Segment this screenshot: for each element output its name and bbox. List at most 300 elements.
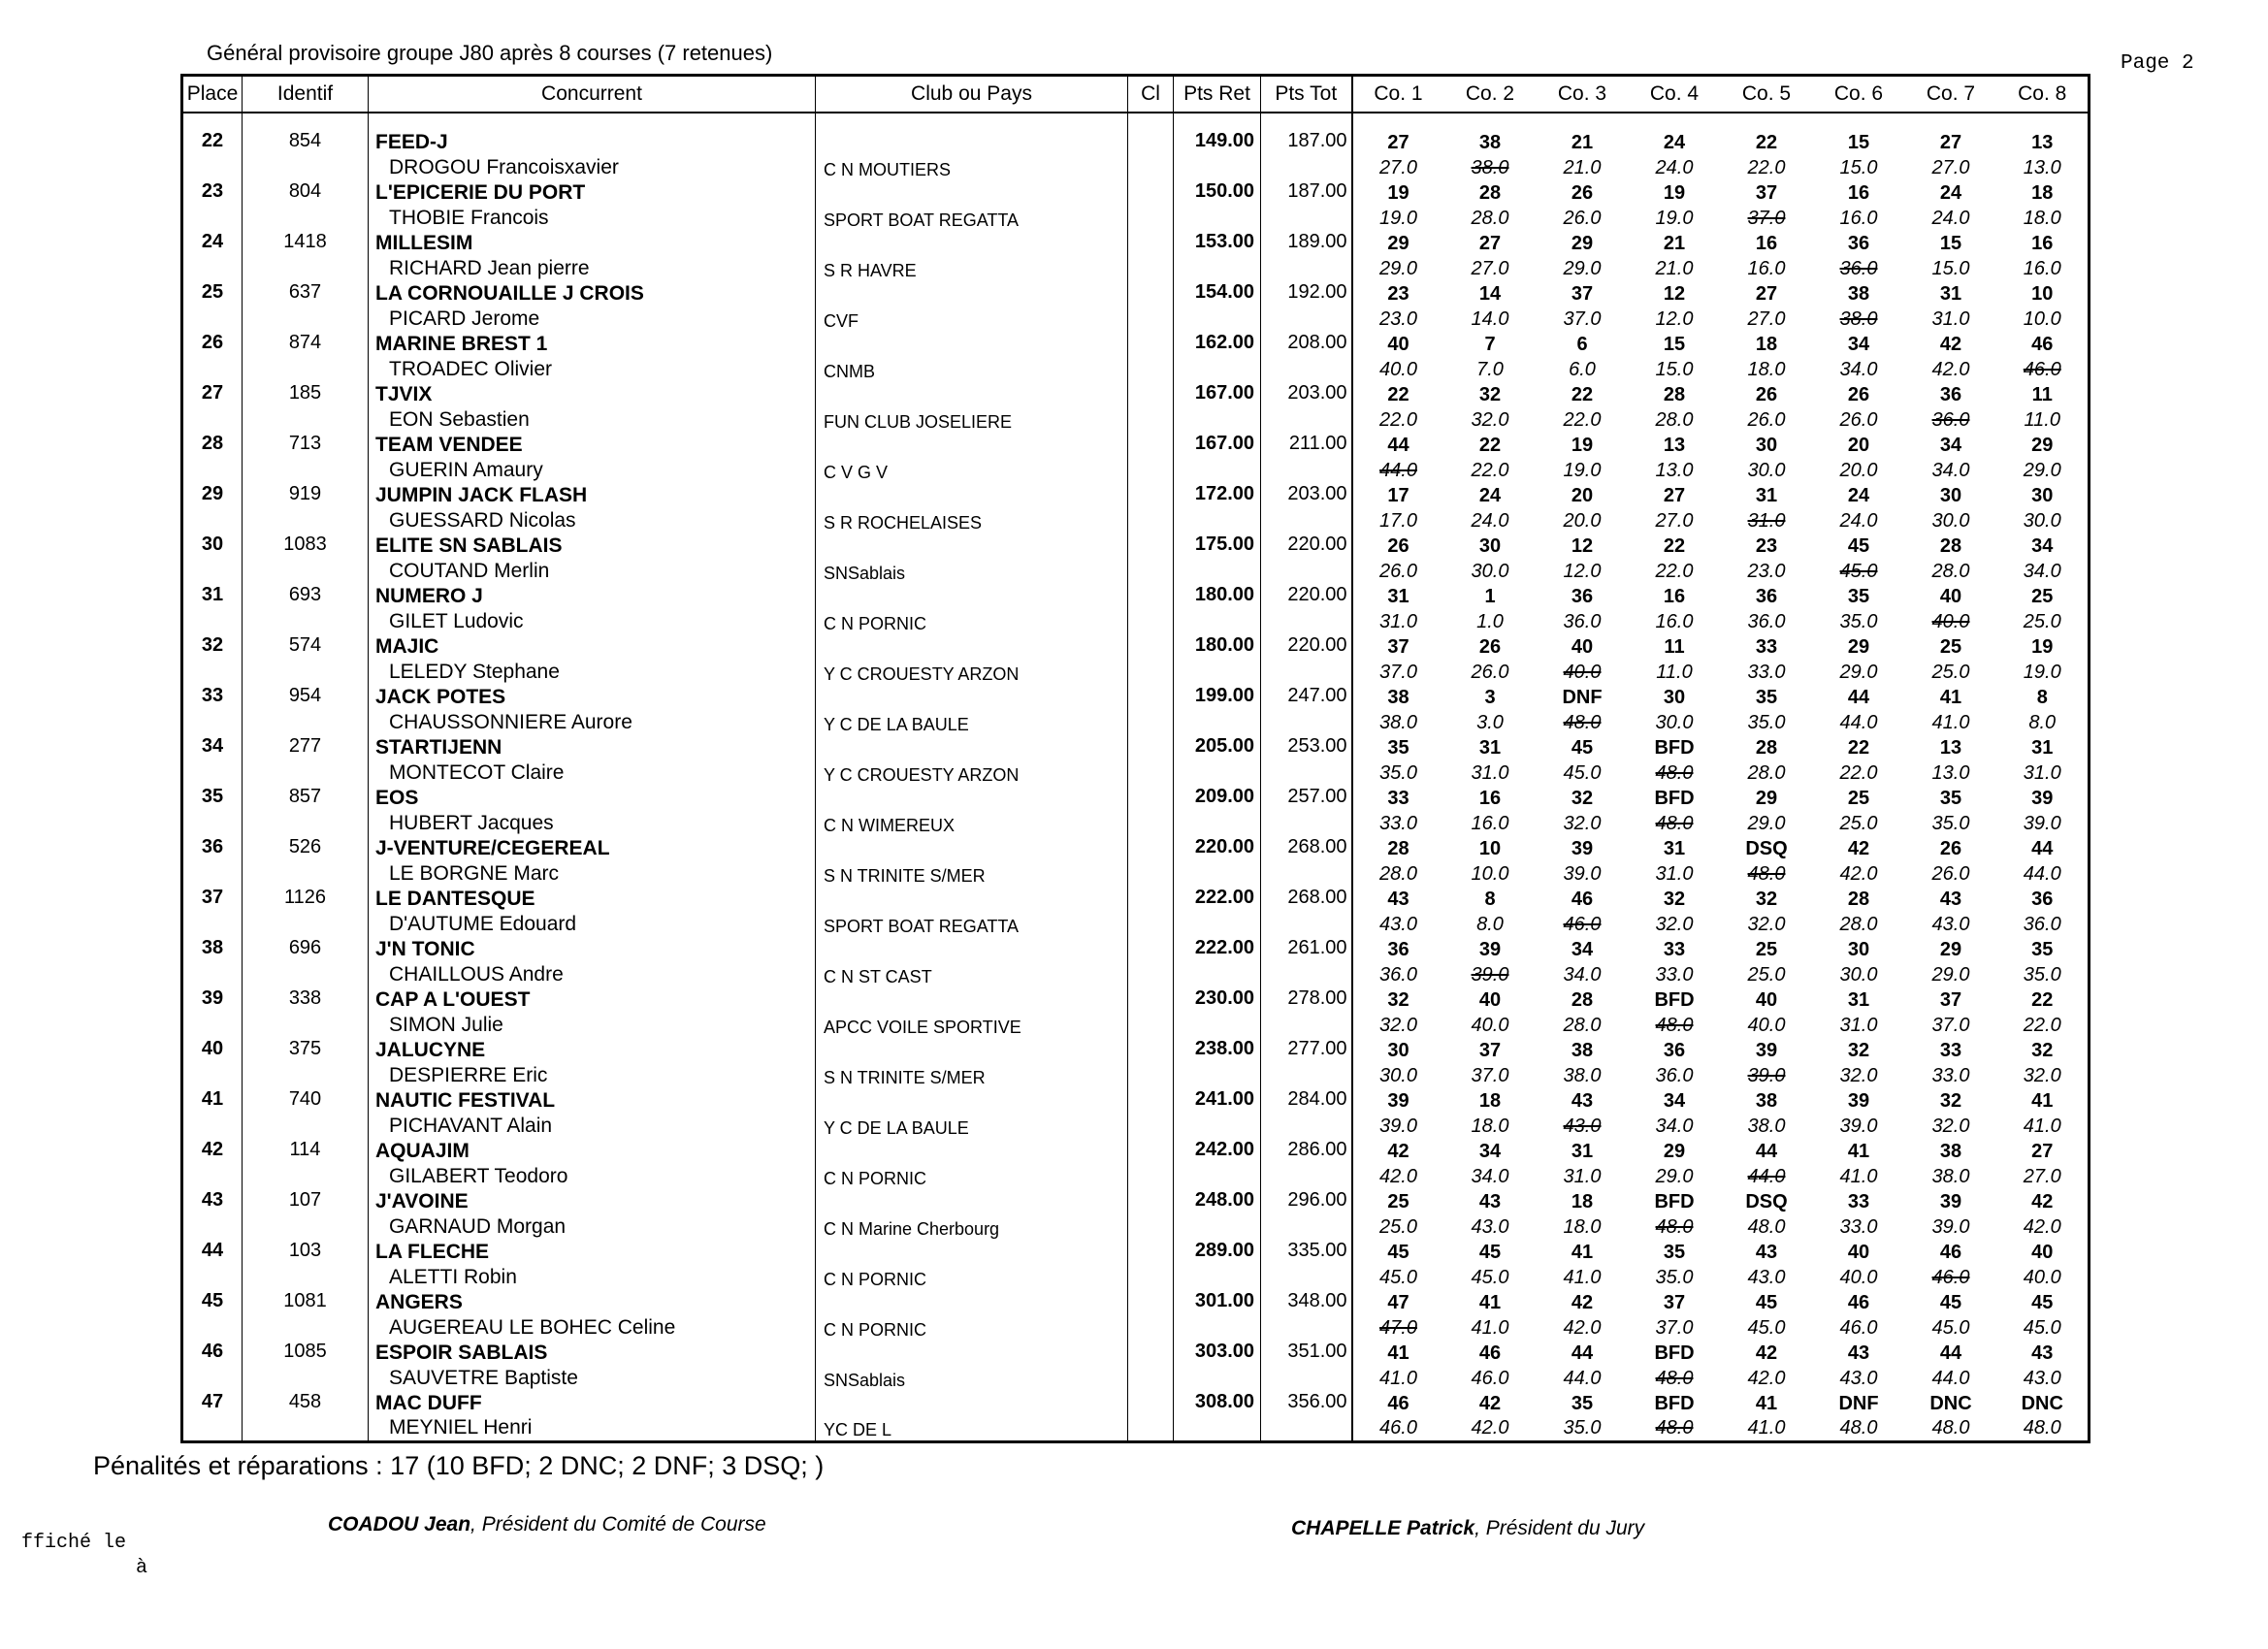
race-points: 45.0 <box>1931 1316 1970 1339</box>
place-cell: 32 <box>182 634 243 685</box>
pts-ret-cell: 248.00 <box>1174 1189 1261 1240</box>
table-row <box>182 1038 2090 1063</box>
place-cell: 43 <box>182 1189 243 1240</box>
race-score: 22 <box>1663 534 1686 557</box>
spacer-cell <box>1444 113 1537 130</box>
race-points: 33.0 <box>1352 811 1444 836</box>
place-cell: 35 <box>182 786 243 836</box>
race-points: 32.0 <box>1839 1064 1878 1086</box>
club-cell: C N WIMEREUX <box>816 786 1128 836</box>
club-cell: C N MOUTIERS <box>816 130 1128 180</box>
spacer-cell <box>182 113 243 130</box>
skipper-name: HUBERT Jacques <box>369 811 816 836</box>
race-score: 24 <box>1663 131 1686 153</box>
race-score: 16 <box>1755 232 1778 254</box>
race-score: 38 <box>1478 131 1502 153</box>
header-race-5: Co. 5 <box>1721 76 1813 113</box>
spacer-cell <box>1352 113 1444 130</box>
race-score: DNC <box>1929 1392 1972 1414</box>
race-points: 42.0 <box>1839 862 1878 885</box>
race-points: 22.0 <box>2023 1014 2061 1036</box>
race-points: 44.0 <box>1839 711 1878 733</box>
race-score: 40 <box>1352 332 1444 357</box>
race-points: 24.0 <box>1931 207 1970 229</box>
race-points: 38.0 <box>1747 1115 1786 1137</box>
pts-tot-cell: 277.00 <box>1261 1038 1352 1088</box>
race-points: 35.0 <box>1931 812 1970 834</box>
club-cell: CNMB <box>816 332 1128 382</box>
pts-tot-cell: 348.00 <box>1261 1290 1352 1341</box>
place-cell: 24 <box>182 231 243 281</box>
race-points: 39.0 <box>1352 1114 1444 1139</box>
skipper-name: GILABERT Teodoro <box>369 1164 816 1189</box>
table-row <box>182 1240 2090 1265</box>
race-points: 31.0 <box>1352 609 1444 634</box>
club-cell: C N Marine Cherbourg <box>816 1189 1128 1240</box>
skipper-name: CHAUSSONNIERE Aurore <box>369 710 816 735</box>
race-points: 39.0 <box>2023 812 2061 834</box>
pts-tot-cell: 286.00 <box>1261 1139 1352 1189</box>
race-points: 44.0 <box>1563 1367 1602 1389</box>
race-score: 43 <box>1352 887 1444 912</box>
race-points: 26.0 <box>1747 408 1786 431</box>
race-points-discarded: 48.0 <box>1563 711 1602 733</box>
spacer-cell <box>1721 113 1813 130</box>
race-score: 36 <box>1939 383 1962 405</box>
race-points-discarded: 31.0 <box>1747 509 1786 532</box>
race-score: 28 <box>1939 534 1962 557</box>
race-score: 14 <box>1478 282 1502 305</box>
race-score: 29 <box>1847 635 1870 658</box>
race-score: DSQ <box>1745 1190 1788 1212</box>
race-score: 32 <box>1847 1039 1870 1061</box>
table-row <box>182 987 2090 1013</box>
boat-name: LE DANTESQUE <box>369 887 816 912</box>
place-cell: 38 <box>182 937 243 987</box>
race-points: 40.0 <box>1747 1014 1786 1036</box>
race-points: 16.0 <box>1471 812 1509 834</box>
table-row <box>182 130 2090 155</box>
boat-name: TEAM VENDEE <box>369 433 816 458</box>
race-score: DNC <box>2021 1392 2063 1414</box>
race-points: 35.0 <box>2023 963 2061 986</box>
race-score: 33 <box>1755 635 1778 658</box>
race-points: 16.0 <box>1655 610 1694 632</box>
pts-ret-cell: 180.00 <box>1174 634 1261 685</box>
race-score: 39 <box>1755 1039 1778 1061</box>
race-points: 34.0 <box>1839 358 1878 380</box>
table-row <box>182 937 2090 962</box>
race-score: 27 <box>1755 282 1778 305</box>
cl-cell <box>1128 231 1174 281</box>
race-score: 26 <box>1352 534 1444 559</box>
race-points: 17.0 <box>1352 508 1444 534</box>
race-points: 26.0 <box>1352 559 1444 584</box>
pts-tot-cell: 257.00 <box>1261 786 1352 836</box>
club-cell: SPORT BOAT REGATTA <box>816 180 1128 231</box>
race-points: 35.0 <box>1563 1416 1602 1439</box>
identif-cell: 874 <box>243 332 369 382</box>
race-points-discarded: 48.0 <box>1655 1014 1694 1036</box>
pts-tot-cell: 220.00 <box>1261 534 1352 584</box>
race-points: 12.0 <box>1655 307 1694 330</box>
race-points: 41.0 <box>1352 1366 1444 1391</box>
identif-cell: 693 <box>243 584 369 634</box>
boat-name: JUMPIN JACK FLASH <box>369 483 816 508</box>
race-points-discarded: 38.0 <box>1839 307 1878 330</box>
race-score: 33 <box>1663 938 1686 960</box>
race-points: 28.0 <box>1839 913 1878 935</box>
table-row <box>182 332 2090 357</box>
race-points: 32.0 <box>1747 913 1786 935</box>
cl-cell <box>1128 685 1174 735</box>
identif-cell: 1083 <box>243 534 369 584</box>
club-cell: CVF <box>816 281 1128 332</box>
race-score: 42 <box>1755 1342 1778 1364</box>
race-score: 35 <box>1939 787 1962 809</box>
race-points: 22.0 <box>1655 560 1694 582</box>
cl-cell <box>1128 1139 1174 1189</box>
race-score: 8 <box>2036 686 2048 708</box>
pts-ret-cell: 167.00 <box>1174 382 1261 433</box>
race-points: 28.0 <box>1747 761 1786 784</box>
spacer-cell <box>1629 113 1721 130</box>
header-row <box>182 76 2090 113</box>
skipper-name: RICHARD Jean pierre <box>369 256 816 281</box>
race-points: 31.0 <box>2023 761 2061 784</box>
header-race-1: Co. 1 <box>1352 76 1444 113</box>
race-score: DNF <box>1838 1392 1879 1414</box>
race-score: 40 <box>1847 1241 1870 1263</box>
race-points: 41.0 <box>1471 1316 1509 1339</box>
club-cell: C V G V <box>816 433 1128 483</box>
skipper-name: SAUVETRE Baptiste <box>369 1366 816 1391</box>
boat-name: NAUTIC FESTIVAL <box>369 1088 816 1114</box>
race-score: BFD <box>1654 1392 1695 1414</box>
race-points: 42.0 <box>1931 358 1970 380</box>
race-score: 35 <box>2031 938 2054 960</box>
club-cell: Y C DE LA BAULE <box>816 1088 1128 1139</box>
table-row <box>182 382 2090 407</box>
race-points: 33.0 <box>1931 1064 1970 1086</box>
race-points: 43.0 <box>1747 1266 1786 1288</box>
race-score: 36 <box>1847 232 1870 254</box>
boat-name: J'N TONIC <box>369 937 816 962</box>
race-score: 43 <box>2031 1342 2054 1364</box>
skipper-name: LE BORGNE Marc <box>369 861 816 887</box>
place-cell: 42 <box>182 1139 243 1189</box>
race-points-discarded: 47.0 <box>1352 1315 1444 1341</box>
posted-notice <box>21 1531 147 1581</box>
race-score: 44 <box>1755 1140 1778 1162</box>
race-score: 37 <box>1352 634 1444 660</box>
race-score: 31 <box>2031 736 2054 759</box>
race-score: DSQ <box>1745 837 1788 859</box>
header-race-4: Co. 4 <box>1629 76 1721 113</box>
pts-ret-cell: 289.00 <box>1174 1240 1261 1290</box>
race-score: 29 <box>1663 1140 1686 1162</box>
race-score: 30 <box>1847 938 1870 960</box>
race-score: 32 <box>1755 888 1778 910</box>
race-score: 19 <box>1663 181 1686 204</box>
table-row <box>182 281 2090 307</box>
race-points: 40.0 <box>1471 1014 1509 1036</box>
race-points: 13.0 <box>1655 459 1694 481</box>
race-points: 39.0 <box>1839 1115 1878 1137</box>
race-score: 42 <box>1847 837 1870 859</box>
race-points: 43.0 <box>1839 1367 1878 1389</box>
race-score: 28 <box>1571 988 1594 1011</box>
race-score: 32 <box>2031 1039 2054 1061</box>
spacer-cell <box>1813 113 1905 130</box>
race-points: 32.0 <box>1352 1013 1444 1038</box>
race-points: 16.0 <box>1747 257 1786 279</box>
race-points: 7.0 <box>1476 358 1504 380</box>
race-points: 36.0 <box>1747 610 1786 632</box>
race-points: 31.0 <box>1931 307 1970 330</box>
table-row <box>182 1391 2090 1416</box>
race-points: 43.0 <box>1352 912 1444 937</box>
boat-name: JALUCYNE <box>369 1038 816 1063</box>
race-points: 29.0 <box>1747 812 1786 834</box>
pts-ret-cell: 150.00 <box>1174 180 1261 231</box>
race-points: 32.0 <box>1655 913 1694 935</box>
table-row <box>182 433 2090 458</box>
race-score: 25 <box>1352 1189 1444 1214</box>
race-score: 35 <box>1571 1392 1594 1414</box>
race-points: 6.0 <box>1569 358 1596 380</box>
table-row <box>182 634 2090 660</box>
race-score: 19 <box>1352 180 1444 206</box>
identif-cell: 375 <box>243 1038 369 1088</box>
cl-cell <box>1128 180 1174 231</box>
race-score: 41 <box>1478 1291 1502 1313</box>
race-score: 22 <box>1478 434 1502 456</box>
race-score: 13 <box>1939 736 1962 759</box>
race-score: 28 <box>1663 383 1686 405</box>
boat-name: TJVIX <box>369 382 816 407</box>
race-score: 46 <box>1352 1391 1444 1416</box>
race-points: 26.0 <box>1471 661 1509 683</box>
pts-tot-cell: 335.00 <box>1261 1240 1352 1290</box>
race-score: 28 <box>1847 888 1870 910</box>
race-points: 3.0 <box>1476 711 1504 733</box>
boat-name: NUMERO J <box>369 584 816 609</box>
place-cell: 31 <box>182 584 243 634</box>
place-cell: 45 <box>182 1290 243 1341</box>
race-points: 37.0 <box>1931 1014 1970 1036</box>
race-score: 39 <box>1571 837 1594 859</box>
club-cell: S N TRINITE S/MER <box>816 1038 1128 1088</box>
race-points: 35.0 <box>1839 610 1878 632</box>
header-place: Place <box>182 76 243 113</box>
race-points: 46.0 <box>1471 1367 1509 1389</box>
pts-ret-cell: 209.00 <box>1174 786 1261 836</box>
race-points: 30.0 <box>1471 560 1509 582</box>
race-points: 38.0 <box>1352 710 1444 735</box>
race-points: 29.0 <box>1655 1165 1694 1187</box>
race-points: 25.0 <box>2023 610 2061 632</box>
table-row <box>182 1341 2090 1366</box>
race-score: 41 <box>1939 686 1962 708</box>
club-cell: C N ST CAST <box>816 937 1128 987</box>
race-score: 40 <box>1478 988 1502 1011</box>
race-score: 27 <box>1939 131 1962 153</box>
race-points-discarded: 38.0 <box>1471 156 1509 178</box>
race-score: 21 <box>1571 131 1594 153</box>
skipper-name: ALETTI Robin <box>369 1265 816 1290</box>
jury-role: , Président du Jury <box>1474 1517 1645 1539</box>
race-score: 30 <box>1478 534 1502 557</box>
race-score: 11 <box>2031 383 2053 405</box>
table-spacer-row <box>182 113 2090 130</box>
race-score: 36 <box>1352 937 1444 962</box>
race-score: 40 <box>1571 635 1594 658</box>
race-points-discarded: 40.0 <box>1931 610 1970 632</box>
race-points: 20.0 <box>1563 509 1602 532</box>
race-score: 29 <box>1755 787 1778 809</box>
race-points: 26.0 <box>1931 862 1970 885</box>
race-score: 29 <box>1352 231 1444 256</box>
race-score: 43 <box>1478 1190 1502 1212</box>
race-score: 22 <box>1755 131 1778 153</box>
cl-cell <box>1128 887 1174 937</box>
race-points: 21.0 <box>1563 156 1602 178</box>
race-points: 46.0 <box>1352 1416 1444 1441</box>
race-score: 42 <box>1571 1291 1594 1313</box>
race-points: 34.0 <box>1931 459 1970 481</box>
pts-ret-cell: 205.00 <box>1174 735 1261 786</box>
race-score: BFD <box>1654 1190 1695 1212</box>
pts-ret-cell: 162.00 <box>1174 332 1261 382</box>
club-cell: C N PORNIC <box>816 1240 1128 1290</box>
race-score: 46 <box>1478 1342 1502 1364</box>
race-score: 44 <box>1939 1342 1962 1364</box>
race-score: 39 <box>1352 1088 1444 1114</box>
race-points: 35.0 <box>1747 711 1786 733</box>
header-race-7: Co. 7 <box>1905 76 1997 113</box>
race-points: 31.0 <box>1471 761 1509 784</box>
race-score: DNF <box>1562 686 1603 708</box>
race-score: 38 <box>1847 282 1870 305</box>
page-number: Page 2 <box>2121 52 2194 75</box>
race-points: 41.0 <box>2023 1115 2061 1137</box>
race-score: 44 <box>2031 837 2054 859</box>
race-points: 48.0 <box>2023 1416 2061 1439</box>
race-points: 24.0 <box>1471 509 1509 532</box>
race-points: 19.0 <box>2023 661 2061 683</box>
race-score: 39 <box>1939 1190 1962 1212</box>
pts-ret-cell: 301.00 <box>1174 1290 1261 1341</box>
table-row <box>182 584 2090 609</box>
race-score: 25 <box>1939 635 1962 658</box>
cl-cell <box>1128 584 1174 634</box>
results-body <box>182 113 2090 1441</box>
race-points: 34.0 <box>2023 560 2061 582</box>
race-points: 16.0 <box>2023 257 2061 279</box>
skipper-name: D'AUTUME Edouard <box>369 912 816 937</box>
race-score: 22 <box>1352 382 1444 407</box>
race-points: 46.0 <box>1839 1316 1878 1339</box>
race-points: 32.0 <box>2023 1064 2061 1086</box>
race-score: 28 <box>1478 181 1502 204</box>
header-race-8: Co. 8 <box>1997 76 2090 113</box>
cl-cell <box>1128 1189 1174 1240</box>
skipper-name: SIMON Julie <box>369 1013 816 1038</box>
race-score: 30 <box>1663 686 1686 708</box>
race-points: 40.0 <box>1839 1266 1878 1288</box>
race-points: 32.0 <box>1931 1115 1970 1137</box>
race-points: 25.0 <box>1839 812 1878 834</box>
place-cell: 33 <box>182 685 243 735</box>
cl-cell <box>1128 1240 1174 1290</box>
identif-cell: 338 <box>243 987 369 1038</box>
race-points: 48.0 <box>1839 1416 1878 1439</box>
race-points-discarded: 48.0 <box>1655 761 1694 784</box>
skipper-name: GUERIN Amaury <box>369 458 816 483</box>
cl-cell <box>1128 281 1174 332</box>
boat-name: L'EPICERIE DU PORT <box>369 180 816 206</box>
boat-name: STARTIJENN <box>369 735 816 760</box>
race-score: 42 <box>1939 333 1962 355</box>
race-points: 44.0 <box>2023 862 2061 885</box>
race-score: 18 <box>1478 1089 1502 1112</box>
race-score: 38 <box>1352 685 1444 710</box>
table-row <box>182 836 2090 861</box>
race-points: 26.0 <box>1839 408 1878 431</box>
spacer-cell <box>1261 113 1352 130</box>
header-identif: Identif <box>243 76 369 113</box>
race-points: 26.0 <box>1563 207 1602 229</box>
race-score: 41 <box>1571 1241 1594 1263</box>
race-points: 10.0 <box>1471 862 1509 885</box>
race-score: 41 <box>1755 1392 1778 1414</box>
race-score: 27 <box>1352 130 1444 155</box>
cl-cell <box>1128 483 1174 534</box>
boat-name: JACK POTES <box>369 685 816 710</box>
identif-cell: 277 <box>243 735 369 786</box>
boat-name: MAC DUFF <box>369 1391 816 1416</box>
race-points: 41.0 <box>1563 1266 1602 1288</box>
place-cell: 39 <box>182 987 243 1038</box>
race-score: 36 <box>1571 585 1594 607</box>
race-score: 43 <box>1571 1089 1594 1112</box>
race-score: 26 <box>1571 181 1594 204</box>
race-score: 31 <box>1755 484 1778 506</box>
spacer-cell <box>1537 113 1629 130</box>
race-score: 36 <box>2031 888 2054 910</box>
cl-cell <box>1128 332 1174 382</box>
club-cell: Y C DE LA BAULE <box>816 685 1128 735</box>
race-points: 43.0 <box>2023 1367 2061 1389</box>
race-score: 44 <box>1571 1342 1594 1364</box>
race-points: 38.0 <box>1563 1064 1602 1086</box>
race-points: 33.0 <box>1655 963 1694 986</box>
race-score: 21 <box>1663 232 1686 254</box>
race-points: 40.0 <box>2023 1266 2061 1288</box>
pts-ret-cell: 238.00 <box>1174 1038 1261 1088</box>
race-score: 18 <box>1755 333 1778 355</box>
race-score: 34 <box>1847 333 1870 355</box>
pts-tot-cell: 268.00 <box>1261 836 1352 887</box>
race-points: 39.0 <box>1931 1215 1970 1238</box>
place-cell: 26 <box>182 332 243 382</box>
race-score: 43 <box>1755 1241 1778 1263</box>
race-score: 46 <box>1847 1291 1870 1313</box>
race-points: 32.0 <box>1563 812 1602 834</box>
race-points: 10.0 <box>2023 307 2061 330</box>
race-points: 44.0 <box>1931 1367 1970 1389</box>
